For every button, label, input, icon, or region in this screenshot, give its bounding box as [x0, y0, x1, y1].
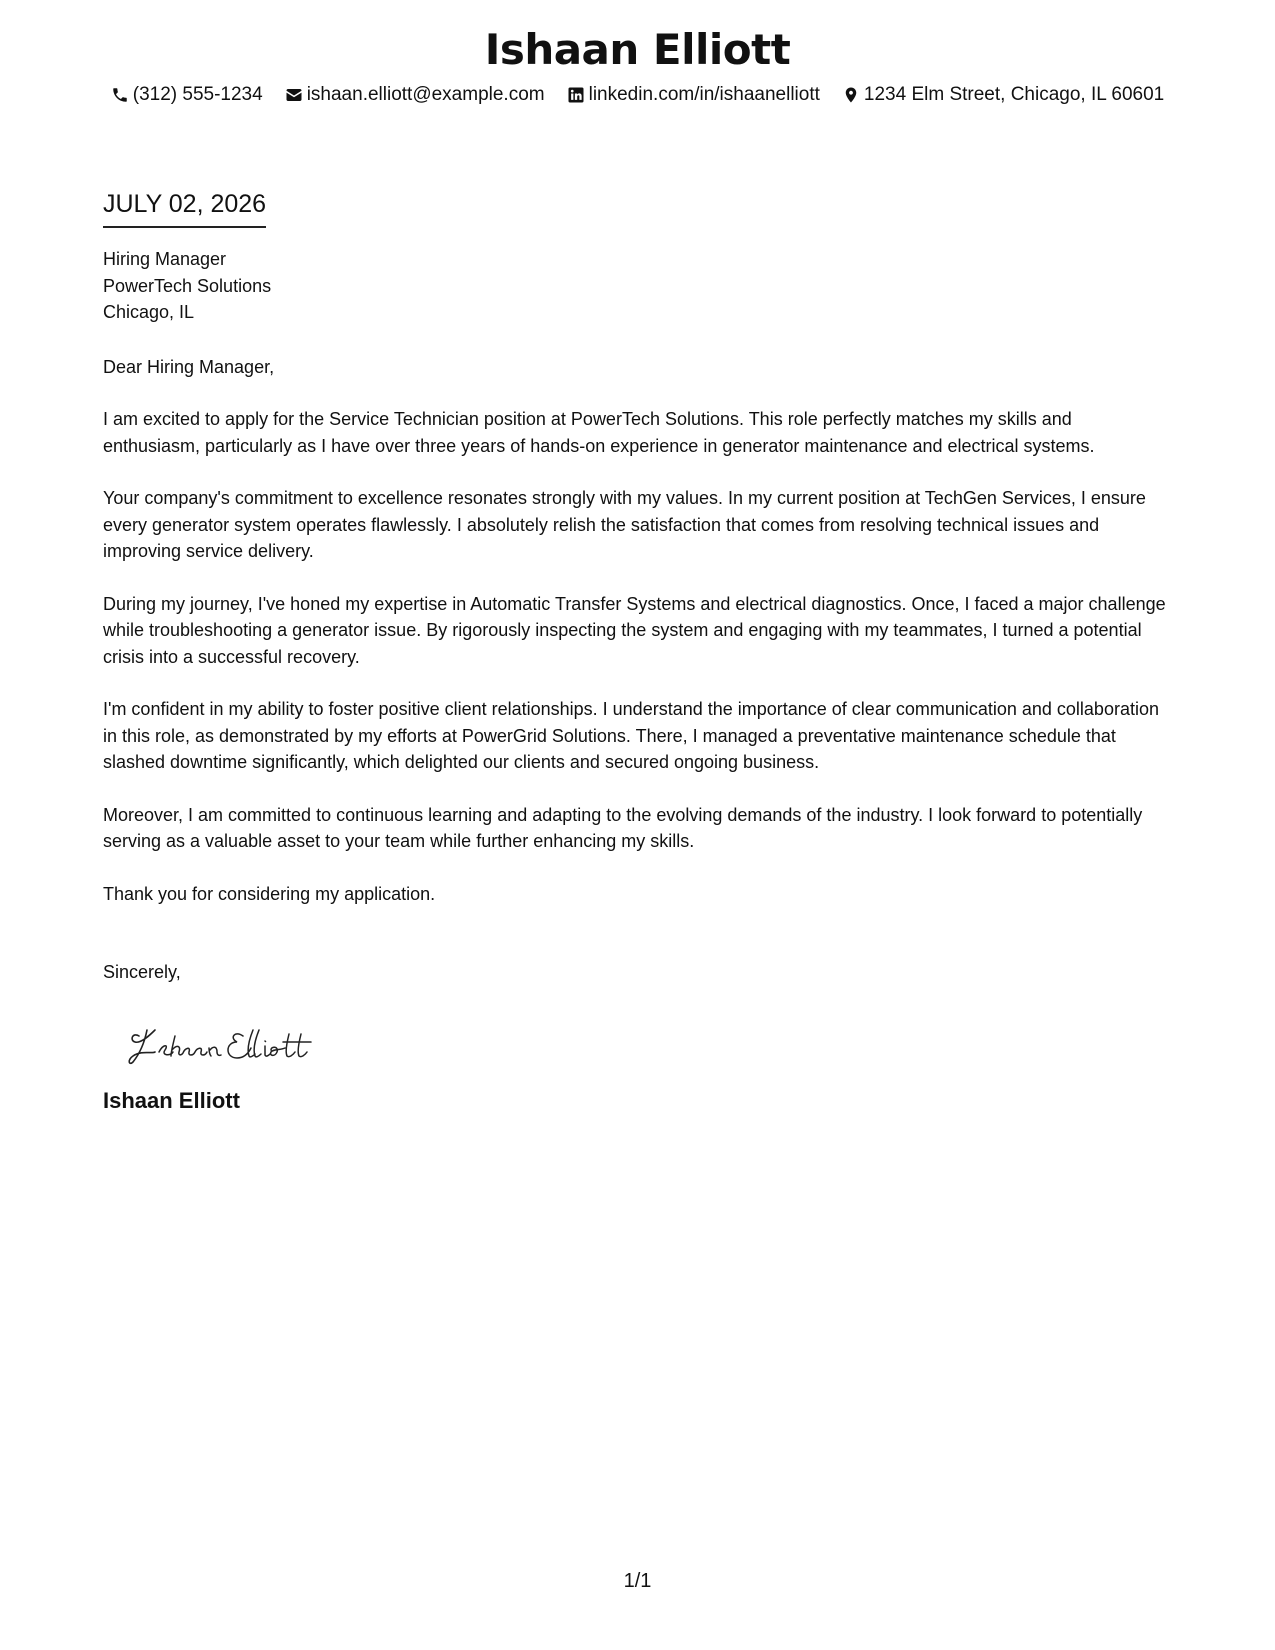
map-pin-icon	[842, 86, 860, 104]
body-paragraph: I am excited to apply for the Service Technician position at PowerTech Solutions. This role perfectly matches my skills and enthusiasm, particularly as I have over three years of hands-on experience in generator maintenance and electrical systems.	[103, 409, 1095, 456]
linkedin-text: linkedin.com/in/ishaanelliott	[588, 84, 820, 105]
phone-text: (312) 555-1234	[132, 84, 263, 105]
letter-header	[0, 22, 1275, 108]
recipient-block	[103, 246, 1173, 326]
contact-linkedin	[567, 82, 820, 108]
recipient-location: Chicago, IL	[103, 302, 195, 322]
envelope-icon	[285, 86, 303, 104]
recipient-company: PowerTech Solutions	[103, 275, 272, 296]
recipient-title: Hiring Manager	[103, 249, 227, 269]
applicant-name: Ishaan Elliott	[484, 25, 791, 74]
body-paragraph: Your company's commitment to excellence resonates strongly with my values. In my current position at TechGen Services, I ensure every generator system operates flawlessly. I absolutely relish the satisfaction that comes from resolving technical issues and improving service delivery.	[103, 488, 1146, 561]
signature-image	[125, 1022, 345, 1068]
contact-address	[842, 82, 1164, 108]
contact-info	[0, 82, 1275, 108]
phone-icon	[111, 86, 129, 104]
letter-date: JULY 02, 2026	[103, 188, 266, 228]
email-text: ishaan.elliott@example.com	[306, 84, 545, 105]
body-paragraph: Thank you for considering my application.	[103, 883, 436, 904]
address-text: 1234 Elm Street, Chicago, IL 60601	[863, 84, 1165, 105]
signer-name: Ishaan Elliott	[103, 1088, 240, 1113]
salutation: Dear Hiring Manager,	[103, 356, 275, 377]
contact-email	[285, 82, 545, 108]
letter-body	[103, 188, 1173, 1115]
contact-phone	[111, 82, 263, 108]
linkedin-icon	[567, 86, 585, 104]
body-paragraph: I'm confident in my ability to foster positive client relationships. I understand the importance of clear communication and collaboration in this role, as demonstrated by my efforts at PowerGrid Solutions. There, I managed a preventative maintenance schedule that slashed downtime significantly, which delighted our clients and secured ongoing business.	[103, 699, 1159, 772]
body-paragraph: Moreover, I am committed to continuous learning and adapting to the evolving demands of the industry. I look forward to potentially serving as a valuable asset to your team while further enhancing my skills.	[103, 804, 1143, 851]
page-number: 1/1	[623, 1570, 652, 1592]
closing: Sincerely,	[103, 962, 181, 982]
body-paragraph: During my journey, I've honed my expertise in Automatic Transfer Systems and electrical diagnostics. Once, I faced a major challenge while troubleshooting a generator issue. By rigorously inspecting the system and engaging with my teammates, I turned a potential crisis into a successful recovery.	[103, 593, 1166, 667]
